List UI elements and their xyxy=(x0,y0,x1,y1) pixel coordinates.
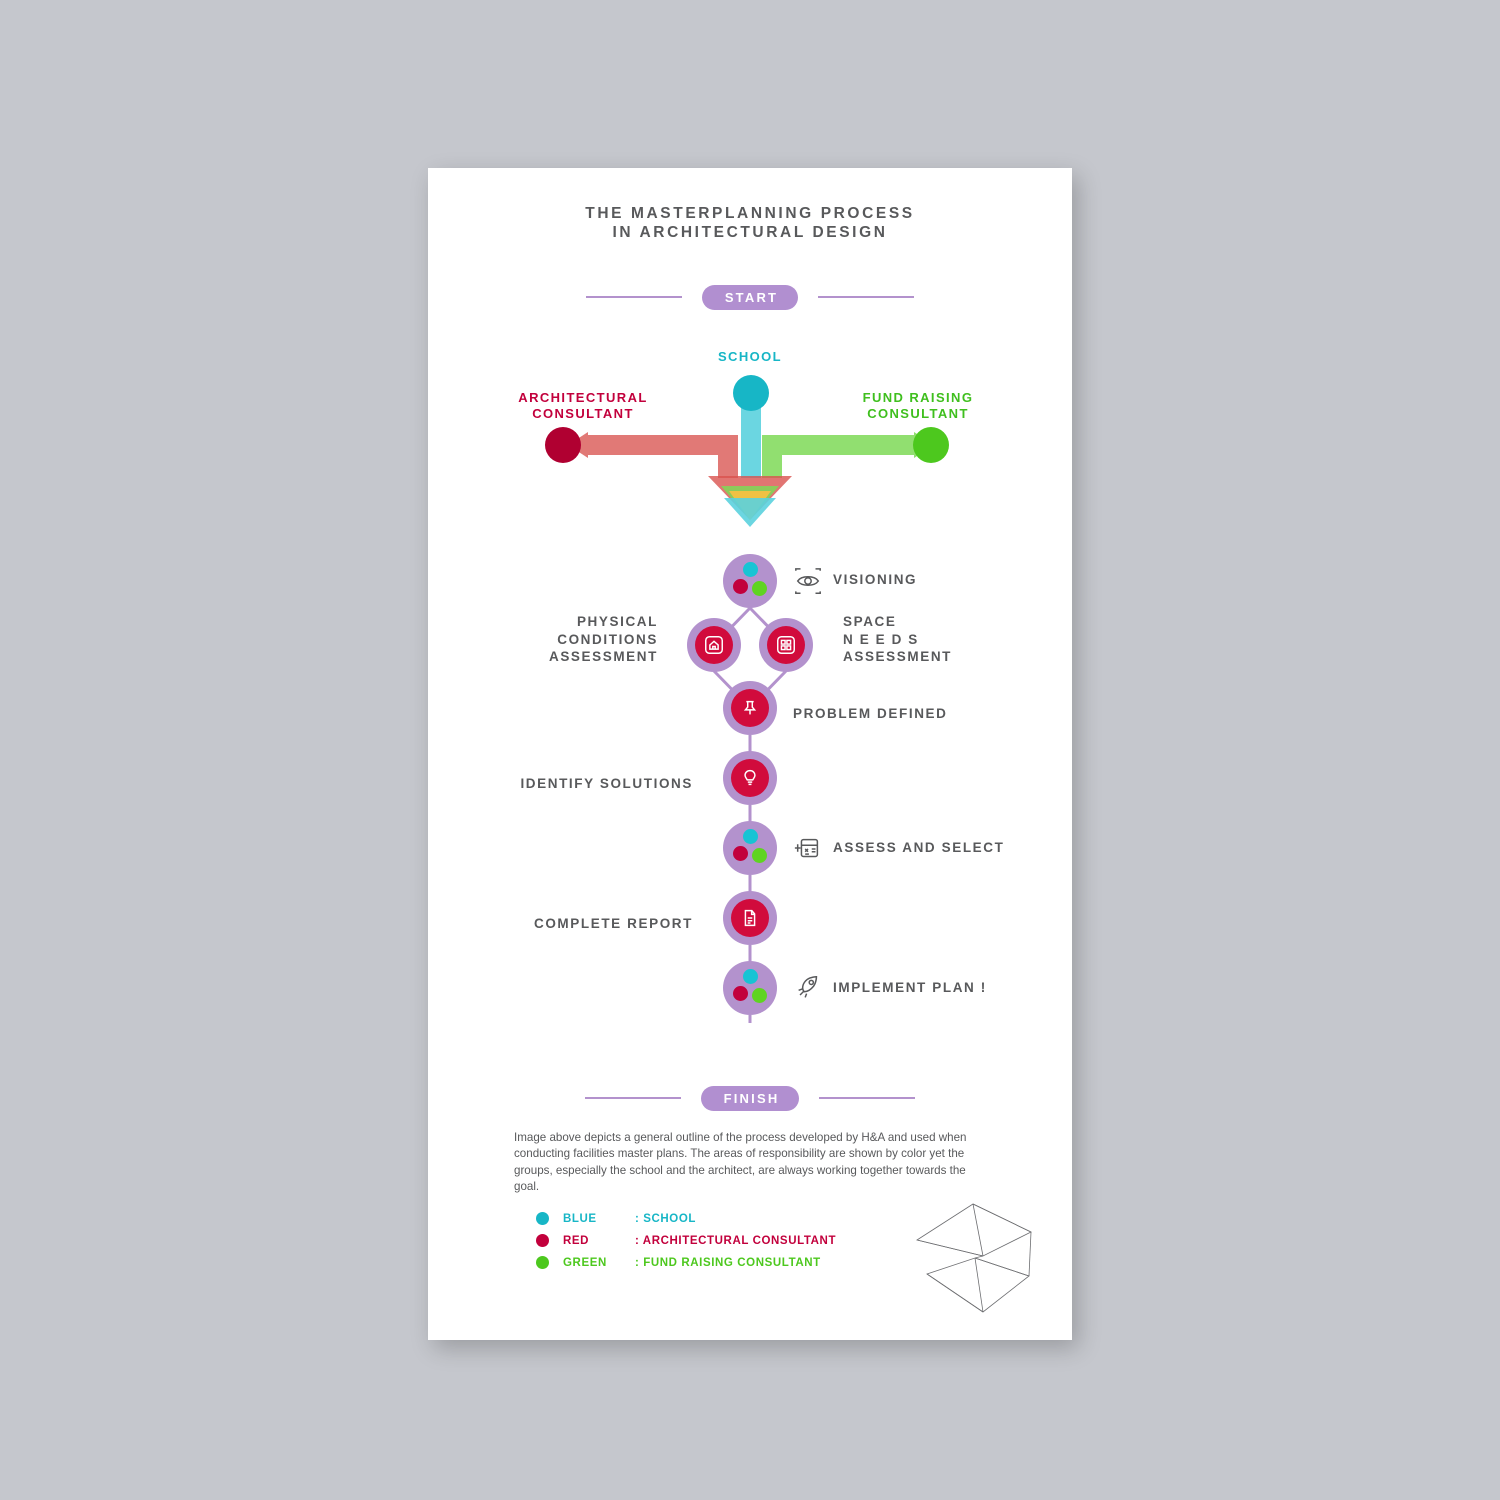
node-assess-inner xyxy=(731,829,769,867)
actor-label-school xyxy=(690,349,810,365)
page-title xyxy=(428,204,1072,243)
finish-rule-left xyxy=(585,1097,681,1099)
actor-school-text: SCHOOL xyxy=(717,349,782,364)
start-pill: START xyxy=(702,285,798,310)
actor-fund-line-2: CONSULTANT xyxy=(867,406,969,422)
pushpin-icon xyxy=(731,689,769,727)
document-icon xyxy=(731,899,769,937)
dot-blue-icon xyxy=(743,829,758,844)
dot-green-icon xyxy=(752,988,767,1003)
actor-fund-line-1: FUND RAISING xyxy=(862,390,974,405)
dot-green-icon xyxy=(752,581,767,596)
wireframe-decoration-icon xyxy=(913,1194,1043,1319)
start-rule-left xyxy=(586,296,682,298)
actor-dot-fund-raising-consultant xyxy=(913,427,949,463)
node-complete-report[interactable] xyxy=(723,891,777,945)
step-label-identify-solutions: IDENTIFY SOLUTIONS xyxy=(520,776,693,791)
actor-dot-school xyxy=(733,375,769,411)
node-assess-and-select[interactable] xyxy=(723,821,777,875)
node-problem-defined[interactable] xyxy=(723,681,777,735)
node-identify-solutions[interactable] xyxy=(723,751,777,805)
legend-dot-green-icon xyxy=(536,1256,549,1269)
sna-line-2: N E E D S xyxy=(843,631,919,647)
title-line-2: IN ARCHITECTURAL DESIGN xyxy=(612,224,888,242)
rocket-icon xyxy=(793,973,823,1003)
step-label-problem-defined: PROBLEM DEFINED xyxy=(793,706,948,721)
actor-arch-line-1: ARCHITECTURAL xyxy=(518,390,648,405)
dot-blue-icon xyxy=(743,969,758,984)
legend-value-blue: : SCHOOL xyxy=(635,1212,697,1225)
legend-value-green: : FUND RAISING CONSULTANT xyxy=(635,1256,821,1269)
step-label-space-needs-assessment xyxy=(843,613,1053,666)
actor-dot-architectural-consultant xyxy=(545,427,581,463)
grid-icon xyxy=(767,626,805,664)
node-visioning[interactable] xyxy=(723,554,777,608)
finish-rule-right xyxy=(819,1097,915,1099)
node-space-needs-assessment[interactable] xyxy=(759,618,813,672)
actors-section xyxy=(428,328,1072,558)
legend-dot-blue-icon xyxy=(536,1212,549,1225)
home-icon xyxy=(695,626,733,664)
pca-line-3: ASSESSMENT xyxy=(548,649,658,665)
step-label-assess-and-select: ASSESS AND SELECT xyxy=(833,840,1005,855)
dot-green-icon xyxy=(752,848,767,863)
actor-arch-line-2: CONSULTANT xyxy=(532,406,634,422)
step-label-visioning: VISIONING xyxy=(833,572,918,587)
eye-icon xyxy=(793,566,823,596)
pca-line-1: PHYSICAL xyxy=(576,614,658,629)
poster-canvas xyxy=(428,168,1072,1340)
step-label-physical-conditions-assessment xyxy=(458,613,658,666)
node-physical-conditions-assessment[interactable] xyxy=(687,618,741,672)
pca-line-2: CONDITIONS xyxy=(557,631,658,647)
start-marker-row xyxy=(428,284,1072,310)
node-implement-plan[interactable] xyxy=(723,961,777,1015)
step-label-implement-plan: IMPLEMENT PLAN ! xyxy=(833,980,987,995)
title-line-1: THE MASTERPLANNING PROCESS xyxy=(585,205,915,222)
dot-red-icon xyxy=(733,846,748,861)
dot-red-icon xyxy=(733,579,748,594)
legend-name-blue: BLUE xyxy=(563,1212,597,1225)
legend-name-red: RED xyxy=(563,1234,590,1247)
finish-pill: FINISH xyxy=(701,1086,800,1111)
legend-name-green: GREEN xyxy=(563,1256,607,1269)
dot-red-icon xyxy=(733,986,748,1001)
actor-label-fund-raising-consultant xyxy=(803,390,1033,423)
footer-description: Image above depicts a general outline of the process developed by H&A and used when conducting facilities master plans. The areas of responsibility are shown by color yet the groups, especially the school and the architect, are always working together towards the goal. xyxy=(514,1131,967,1194)
legend-value-red: : ARCHITECTURAL CONSULTANT xyxy=(635,1234,837,1247)
sna-line-1: SPACE xyxy=(843,614,897,629)
lightbulb-icon xyxy=(731,759,769,797)
calculator-icon xyxy=(793,833,823,863)
process-flow xyxy=(428,553,1072,1063)
node-implement-inner xyxy=(731,969,769,1007)
actor-label-architectural-consultant xyxy=(468,390,698,423)
start-rule-right xyxy=(818,296,914,298)
finish-marker-row xyxy=(428,1085,1072,1111)
legend-dot-red-icon xyxy=(536,1234,549,1247)
dot-blue-icon xyxy=(743,562,758,577)
sna-line-3: ASSESSMENT xyxy=(843,649,953,665)
node-visioning-inner xyxy=(731,562,769,600)
step-label-complete-report: COMPLETE REPORT xyxy=(533,916,693,931)
